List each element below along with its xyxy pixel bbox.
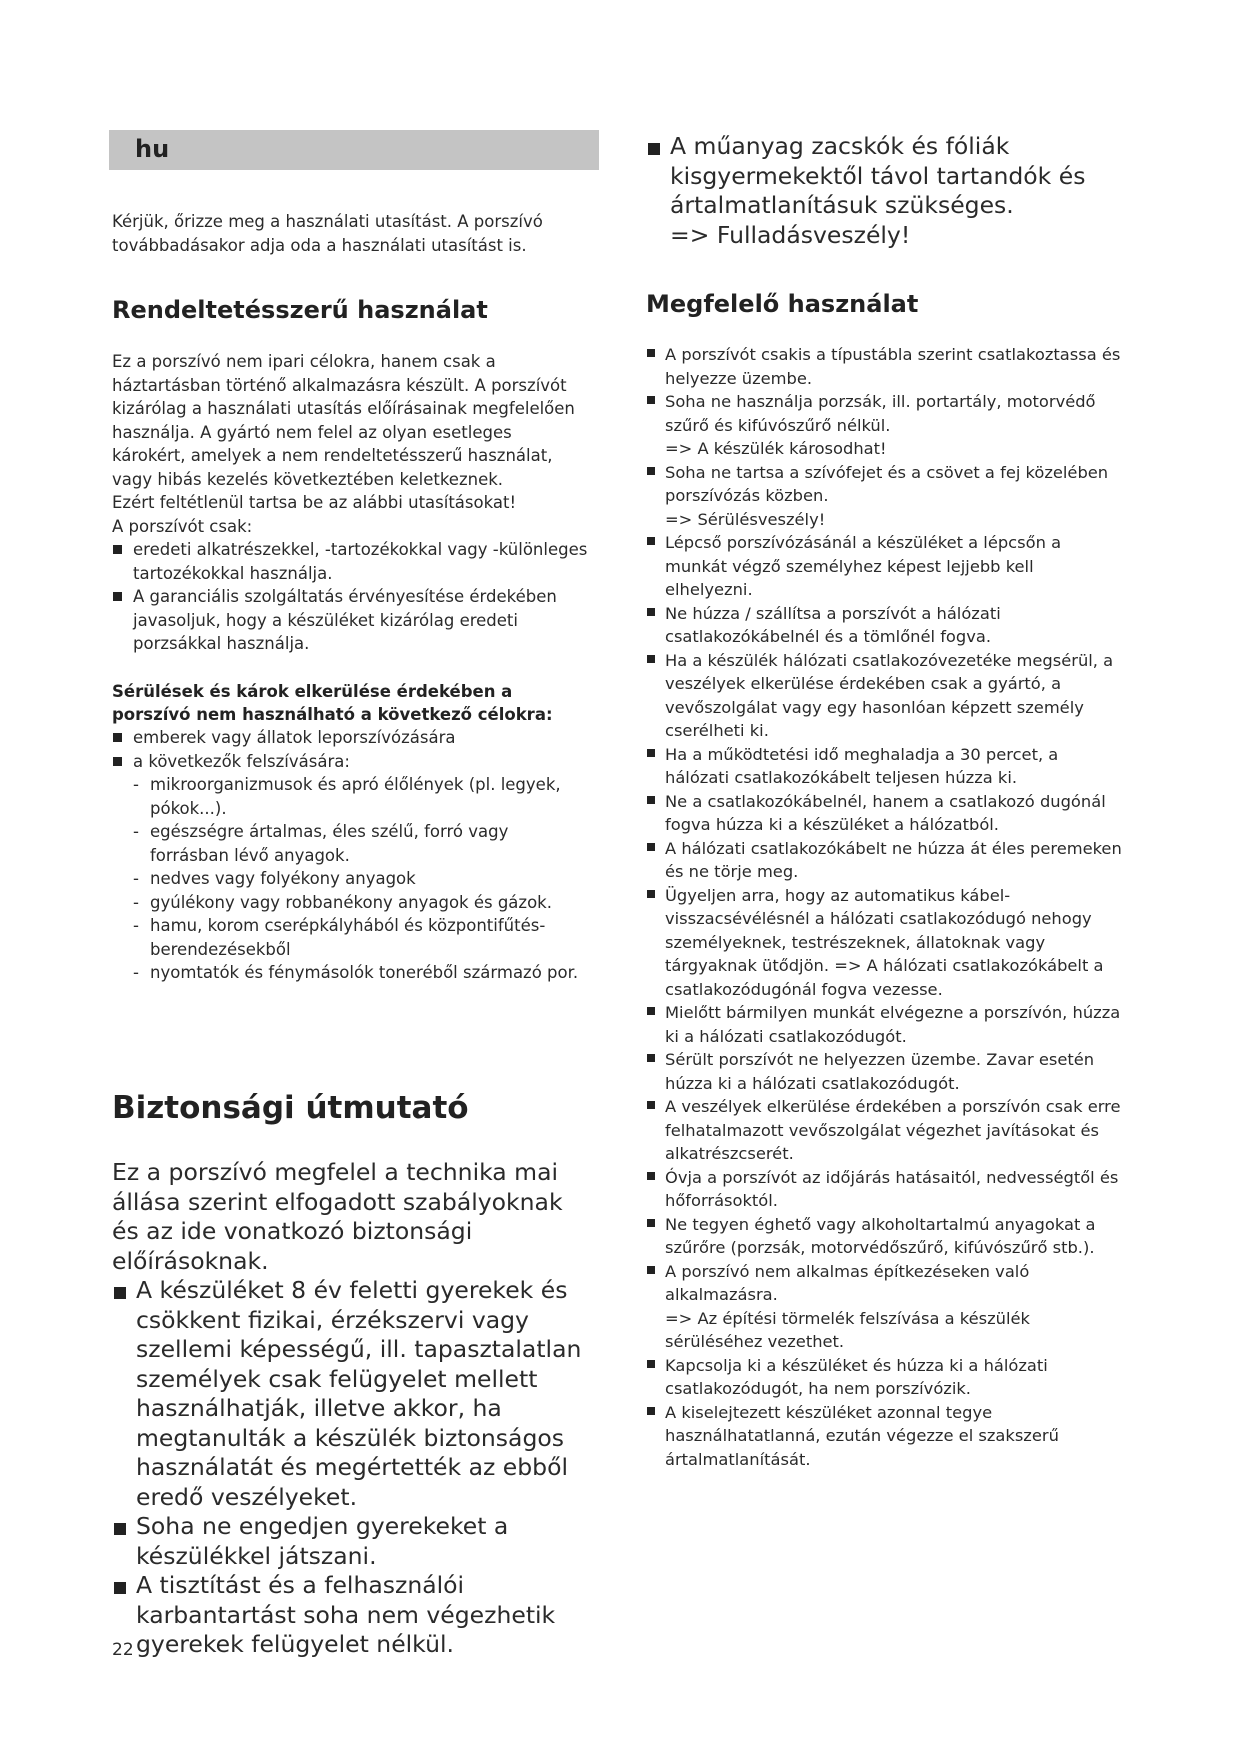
sub-list-item: - hamu, korom cserépkályhából és központifűtés-berendezésekből: [133, 916, 546, 959]
list-item: eredeti alkatrészekkel, -tartozékokkal vagy -különleges tartozékokkal használja.: [112, 538, 590, 585]
section-intended-use: [112, 296, 590, 324]
plastic-bag-warning: [646, 132, 1126, 250]
list-item: A veszélyek elkerülése érdekében a porszívón csak erre felhatalmazott vevőszolgálat végezhet javításokat és alkatrészcserét.: [646, 1095, 1126, 1166]
damage-title: Sérülések és károk elkerülése érdekében a porszívó nem használható a következő célokra:: [112, 682, 553, 724]
list-item: A műanyag zacskók és fóliák kisgyermekektől távol tartandók és ártalmatlanításuk szükséges. => Fulladásveszély!: [646, 132, 1126, 250]
safety-list: [112, 1276, 590, 1660]
list-item: A kiselejtezett készüléket azonnal tegye használhatatlanná, ezután végezze el szakszerű ártalmatlanítását.: [646, 1401, 1126, 1472]
list-item: a következők felszívására:: [112, 750, 590, 774]
list-item: Soha ne engedjen gyerekeket a készülékkel játszani.: [112, 1512, 590, 1571]
list-item: Ne húzza / szállítsa a porszívót a hálózati csatlakozókábelnél és a tömlőnél fogva.: [646, 602, 1126, 649]
list-item: Óvja a porszívót az időjárás hatásaitól, nedvességtől és hőforrásoktól.: [646, 1166, 1126, 1213]
list-item: A garanciális szolgáltatás érvényesítése érdekében javasoljuk, hogy a készüléket kizárólag eredeti porzsákkal használja.: [112, 585, 590, 656]
list-item: A készüléket 8 év feletti gyerekek és csökkent fizikai, érzékszervi vagy szellemi képességű, ill. tapasztalatlan személyek csak felügyelet mellett használhatják, illetve akkor, ha megtanulták a készülék biztonságos használatát és megértették az ebből eredő veszélyeket.: [112, 1276, 590, 1512]
list-item: Ne a csatlakozókábelnél, hanem a csatlakozó dugónál fogva húzza ki a készüléket a hálózatból.: [646, 790, 1126, 837]
list-item: Sérült porszívót ne helyezzen üzembe. Zavar esetén húzza ki a hálózati csatlakozódugót.: [646, 1048, 1126, 1095]
list-item: A tisztítást és a felhasználói karbantartást soha nem végezhetik gyerekek felügyelet nélkül.: [112, 1571, 590, 1660]
section-safety: [112, 1090, 590, 1126]
list-item: Ügyeljen arra, hogy az automatikus kábel-visszacsévélésnél a hálózati csatlakozódugó nehogy személyeknek, testrészeknek, állatoknak vagy tárgyaknak ütődjön. => A hálózati csatlakozókábelt a csatlakozódugónál fogva vezesse.: [646, 884, 1126, 1002]
language-code: hu: [135, 135, 170, 163]
proper-use-list: [646, 343, 1126, 1471]
list-item: Mielőtt bármilyen munkát elvégezne a porszívón, húzza ki a hálózati csatlakozódugót.: [646, 1001, 1126, 1048]
list-item: Soha ne tartsa a szívófejet és a csövet a fej közelében porszívózás közben. => Sérülésveszély!: [646, 461, 1126, 532]
language-bar: [109, 130, 599, 170]
list-item: Ha a készülék hálózati csatlakozóvezetéke megsérül, a veszélyek elkerülése érdekében csak a gyártó, a vevőszolgálat vagy egy hasonlóan képzett személy cserélheti ki.: [646, 649, 1126, 743]
list-item: Lépcső porszívózásánál a készüléket a lépcsőn a munkát végző személyhez képest lejjebb kell elhelyezni.: [646, 531, 1126, 602]
damage-list: [112, 726, 590, 773]
sub-list-item: - nedves vagy folyékony anyagok: [133, 869, 416, 888]
intended-use-list: [112, 538, 590, 656]
list-item: A hálózati csatlakozókábelt ne húzza át éles peremeken és ne törje meg.: [646, 837, 1126, 884]
list-item: Ne tegyen éghető vagy alkoholtartalmú anyagokat a szűrőre (porzsák, motorvédőszűrő, kifúvószűrő stb.).: [646, 1213, 1126, 1260]
intro-text: Kérjük, őrizze meg a használati utasítást. A porszívó továbbadásakor adja oda a használati utasítást is.: [112, 212, 543, 255]
damage-section: [112, 680, 590, 985]
sub-list-item: - egészségre ártalmas, éles szélű, forró vagy forrásban lévő anyagok.: [133, 822, 509, 865]
damage-sublist: [112, 773, 590, 985]
list-item: A porszívót csakis a típustábla szerint csatlakoztassa és helyezze üzembe.: [646, 343, 1126, 390]
list-item: emberek vagy állatok leporszívózására: [112, 726, 590, 750]
section-title: Megfelelő használat: [646, 290, 919, 318]
list-item: Soha ne használja porzsák, ill. portartály, motorvédő szűrő és kifúvószűrő nélkül. => A készülék károsodhat!: [646, 390, 1126, 461]
list-item: Kapcsolja ki a készüléket és húzza ki a hálózati csatlakozódugót, ha nem porszívózik.: [646, 1354, 1126, 1401]
sub-list-item: - mikroorganizmusok és apró élőlények (pl. legyek, pókok...).: [133, 775, 561, 818]
section-title: Rendeltetésszerű használat: [112, 296, 488, 324]
safety-title: Biztonsági útmutató: [112, 1090, 469, 1126]
safety-body: Ez a porszívó megfelel a technika mai állása szerint elfogadott szabályoknak és az ide vonatkozó biztonsági előírásoknak. A készüléket 8 év feletti gyerekek és csökkent fizikai, érzékszervi vagy szellemi képességű, ill. tapasztalatlan személyek csak felügyelet mellett használhatják, illetve akkor, ha megtanulták a készülék biztonságos használatát és megértették az ebből eredő veszélyeket. Soha ne engedjen gyerekeket a készülékkel játszani. A tisztítást és a felhasználói karbantartást soha nem végezhetik gyerekek felügyelet nélkül.: [112, 1158, 590, 1660]
page-number: 22: [112, 1640, 134, 1660]
proper-use-body: [646, 343, 1126, 1471]
list-item: A porszívó nem alkalmas építkezéseken való alkalmazásra. => Az építési törmelék felszívása a készülék sérüléséhez vezethet.: [646, 1260, 1126, 1354]
sub-list-item: - gyúlékony vagy robbanékony anyagok és gázok.: [133, 892, 552, 912]
section-proper-use: [646, 290, 1126, 318]
sub-list-item: - nyomtatók és fénymásolók toneréből származó por.: [133, 963, 579, 982]
list-item: Ha a működtetési idő meghaladja a 30 percet, a hálózati csatlakozókábelt teljesen húzza ki.: [646, 743, 1126, 790]
intended-use-body: Ez a porszívó nem ipari célokra, hanem csak a háztartásban történő alkalmazásra készült. A porszívót kizárólag a használati utasítás előírásainak megfelelően használja. A gyártó nem felel az olyan esetleges károkért, amelyek a nem rendeltetésszerű használat, vagy hibás kezelés következtében keletkeznek. Ezért feltétlenül tartsa be az alábbi utasításokat! A porszívót csak: eredeti alkatrészekkel, -tartozékokkal vagy -különleges tartozékokkal használja. A garanciális szolgáltatás érvényesítése érdekében javasoljuk, hogy a készüléket kizárólag eredeti porzsákkal használja.: [112, 350, 590, 656]
